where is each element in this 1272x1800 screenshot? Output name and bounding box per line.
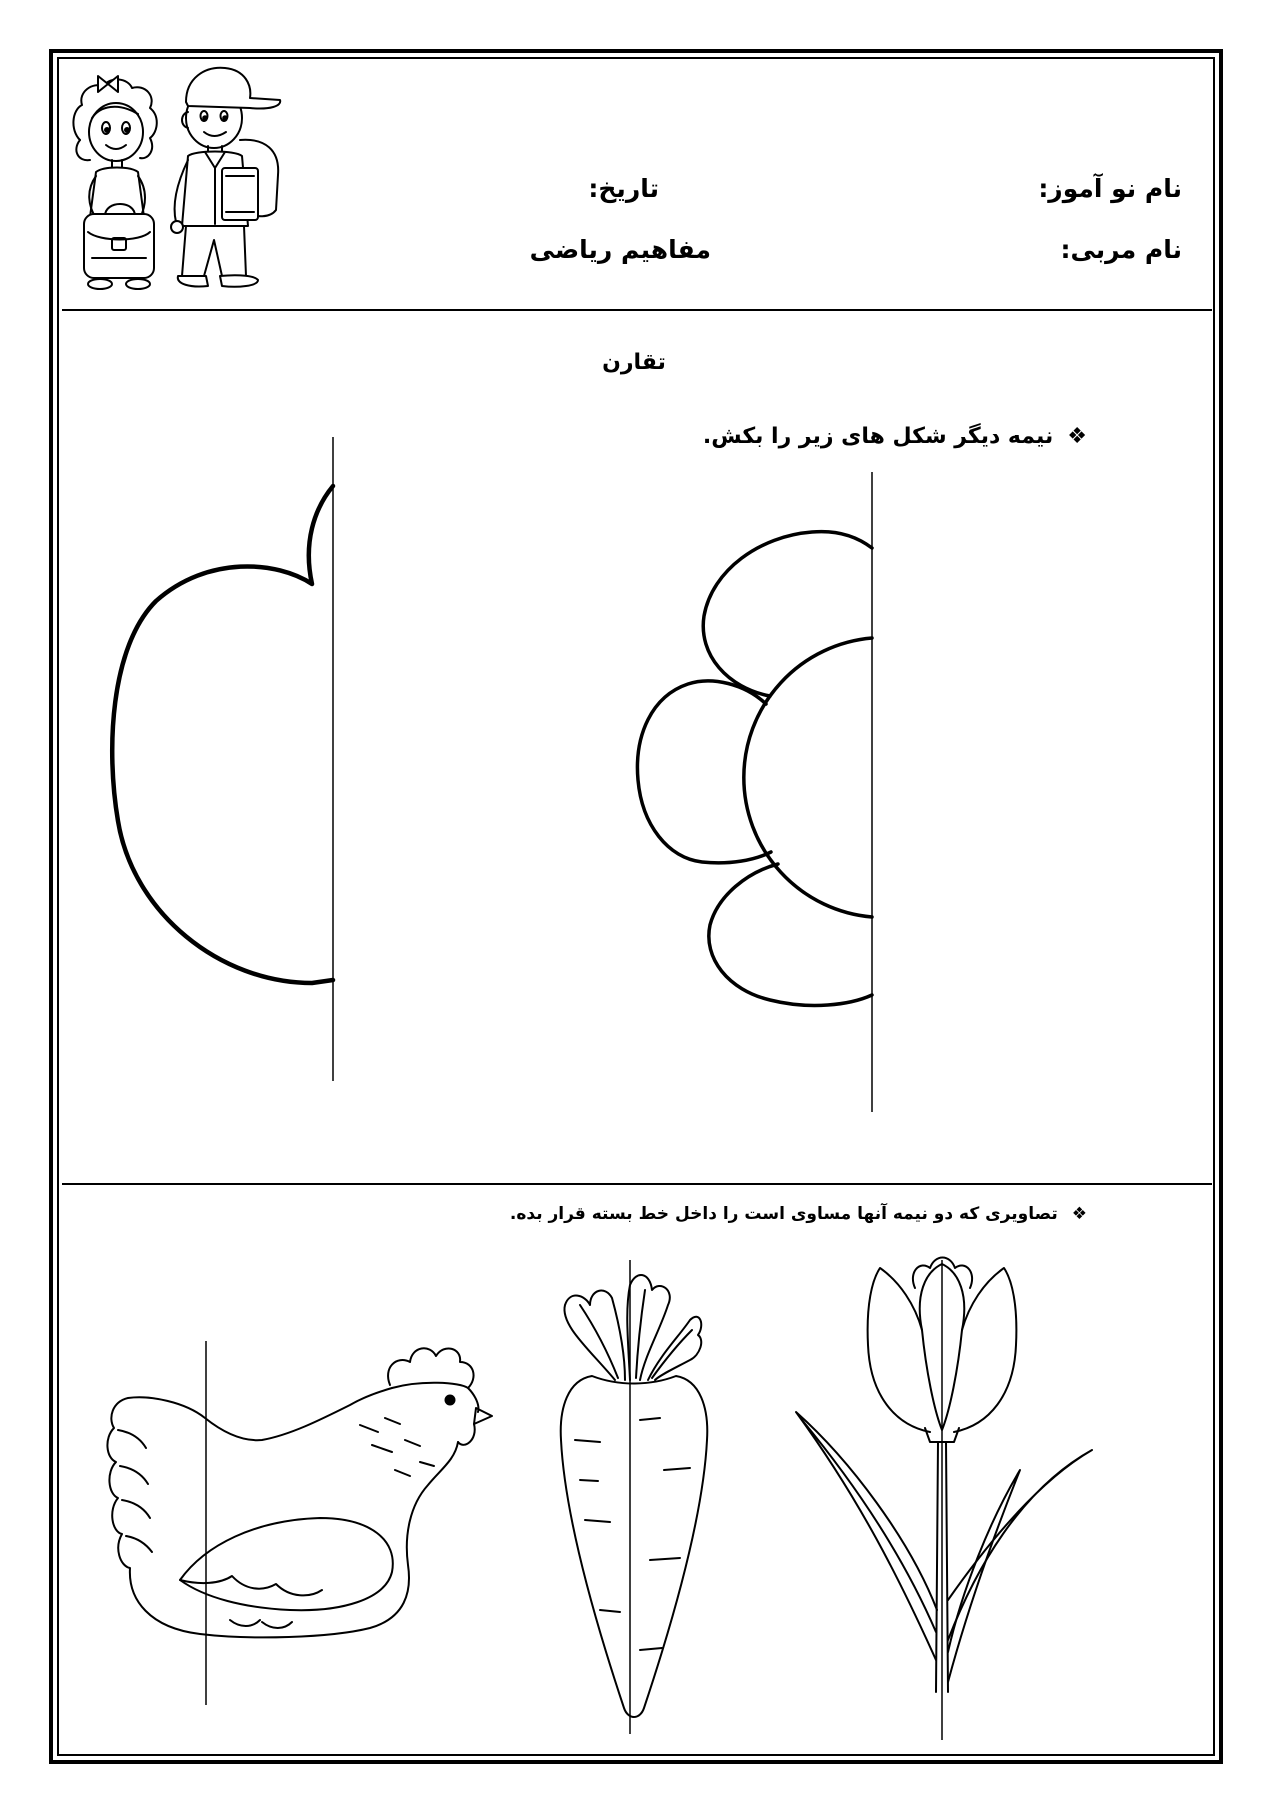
boy-drawing (171, 68, 280, 287)
bullet-icon: ❖ (1067, 424, 1087, 449)
hen-beak (474, 1408, 492, 1424)
flower-top-petal (703, 532, 872, 696)
subject-title: مفاهیم ریاضی (529, 235, 711, 264)
worksheet-title: تقارن (602, 350, 666, 375)
task-instruction-1-text: نیمه دیگر شکل های زیر را بکش. (702, 424, 1054, 449)
carrot-drawing (561, 1275, 708, 1717)
girl-drawing (73, 76, 156, 289)
apple-half-drawing (112, 486, 333, 983)
flower-half-drawing (637, 532, 872, 1006)
hen-wattle (458, 1424, 475, 1445)
bullet-icon: ❖ (1071, 1204, 1087, 1224)
tulip-drawing (796, 1258, 1092, 1693)
hen-wing (180, 1518, 393, 1610)
flower-center (744, 638, 872, 917)
student-name-label: نام نو آموز: (1038, 174, 1182, 203)
hen-drawing (107, 1348, 492, 1637)
flower-left-petal (637, 681, 771, 863)
teacher-name-label: نام مربی: (1060, 235, 1182, 264)
hen-eye (446, 1396, 455, 1405)
task-instruction-2-text: تصاویری که دو نیمه آنها مساوی است را داخل خط بسته قرار بده. (509, 1204, 1058, 1224)
flower-bottom-petal (709, 864, 872, 1005)
date-label: تاریخ: (588, 174, 659, 203)
children-illustration (73, 68, 280, 289)
